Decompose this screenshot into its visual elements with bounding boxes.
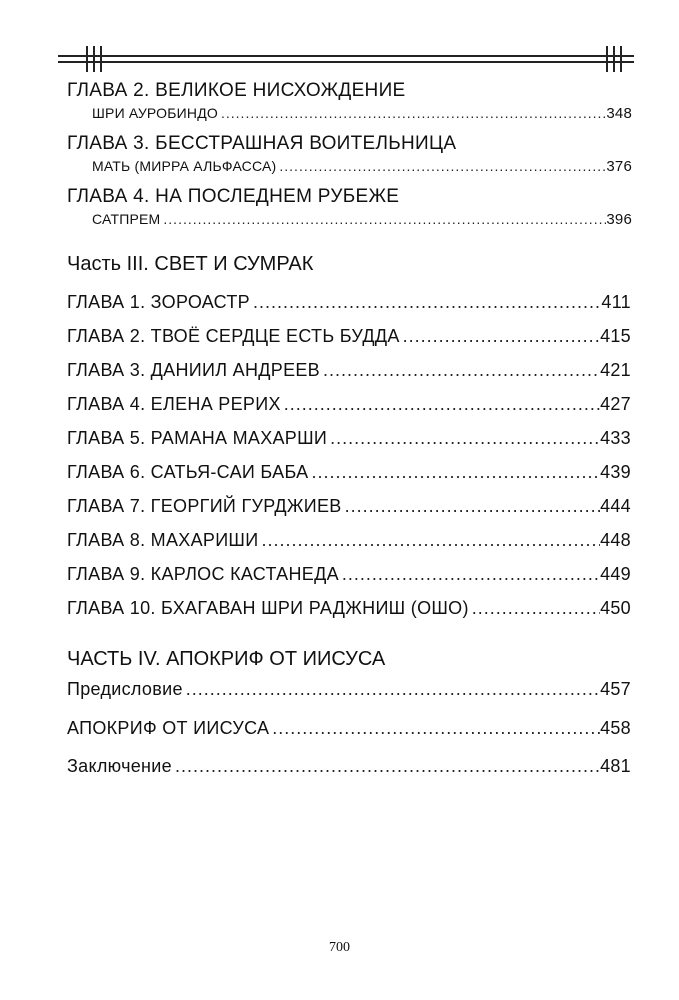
entry-author: МАТЬ (МИРРА АЛЬФАССА) xyxy=(92,158,277,174)
dot-leader xyxy=(160,211,606,227)
entry-label: ГЛАВА 9. КАРЛОС КАСТАНЕДА xyxy=(67,564,339,584)
dot-leader xyxy=(218,105,606,121)
header-rule-bottom xyxy=(58,61,634,63)
entry-label: ГЛАВА 3. ДАНИИЛ АНДРЕЕВ xyxy=(67,360,320,380)
entry-label: ГЛАВА 8. МАХАРИШИ xyxy=(67,530,259,550)
toc-entry[interactable] xyxy=(67,530,631,551)
dot-leader xyxy=(339,564,600,585)
toc-entry[interactable] xyxy=(67,718,631,739)
header-tick xyxy=(93,46,95,72)
entry-page: 348 xyxy=(606,105,632,122)
page-number: 700 xyxy=(329,940,350,955)
header-tick xyxy=(620,46,622,72)
toc-entry[interactable] xyxy=(67,679,631,700)
dot-leader xyxy=(281,394,600,415)
entry-page: 439 xyxy=(600,462,631,482)
entry-page: 421 xyxy=(600,360,631,380)
header-rule-top xyxy=(58,55,634,57)
toc-entry[interactable] xyxy=(67,598,631,619)
toc-entry[interactable] xyxy=(67,326,631,347)
dot-leader xyxy=(400,326,600,347)
dot-leader xyxy=(320,360,600,381)
entry-page: 458 xyxy=(600,718,631,738)
chapter-heading: ГЛАВА 3. БЕССТРАШНАЯ ВОИТЕЛЬНИЦА xyxy=(67,133,457,154)
toc-entry[interactable] xyxy=(92,158,632,175)
entry-page: 433 xyxy=(600,428,631,448)
entry-page: 376 xyxy=(606,158,632,175)
entry-author: ШРИ АУРОБИНДО xyxy=(92,105,218,121)
toc-entry[interactable] xyxy=(92,211,632,228)
entry-label: ГЛАВА 1. ЗОРОАСТР xyxy=(67,292,250,312)
entry-page: 415 xyxy=(600,326,631,346)
entry-page: 448 xyxy=(600,530,631,550)
toc-entry[interactable] xyxy=(67,462,631,483)
part-title: Часть III. СВЕТ И СУМРАК xyxy=(67,253,314,275)
entry-page: 444 xyxy=(600,496,631,516)
chapter-heading: ГЛАВА 2. ВЕЛИКОЕ НИСХОЖДЕНИЕ xyxy=(67,80,406,101)
toc-entry[interactable] xyxy=(67,292,631,313)
toc-entry[interactable] xyxy=(67,428,631,449)
dot-leader xyxy=(183,679,600,700)
entry-page: 396 xyxy=(606,211,632,228)
toc-entry[interactable] xyxy=(92,105,632,122)
dot-leader xyxy=(469,598,600,619)
dot-leader xyxy=(308,462,600,483)
entry-label: ГЛАВА 5. РАМАНА МАХАРШИ xyxy=(67,428,328,448)
chapter-heading: ГЛАВА 4. НА ПОСЛЕДНЕМ РУБЕЖЕ xyxy=(67,186,400,207)
dot-leader xyxy=(172,756,600,777)
entry-label: АПОКРИФ ОТ ИИСУСА xyxy=(67,718,270,738)
header-tick xyxy=(606,46,608,72)
dot-leader xyxy=(258,530,600,551)
entry-page: 457 xyxy=(600,679,631,699)
entry-label: ГЛАВА 4. ЕЛЕНА РЕРИХ xyxy=(67,394,281,414)
entry-label: ГЛАВА 2. ТВОЁ СЕРДЦЕ ЕСТЬ БУДДА xyxy=(67,326,400,346)
header-tick xyxy=(86,46,88,72)
dot-leader xyxy=(327,428,600,449)
toc-entry[interactable] xyxy=(67,360,631,381)
toc-entry[interactable] xyxy=(67,756,631,777)
entry-page: 411 xyxy=(601,292,631,312)
entry-label: ГЛАВА 6. САТЬЯ-САИ БАБА xyxy=(67,462,309,482)
dot-leader xyxy=(269,718,600,739)
entry-page: 449 xyxy=(600,564,631,584)
entry-label: Предисловие xyxy=(67,679,183,699)
part-title: ЧАСТЬ IV. АПОКРИФ ОТ ИИСУСА xyxy=(67,648,386,670)
entry-author: САТПРЕМ xyxy=(92,211,161,227)
header-tick xyxy=(613,46,615,72)
entry-label: ГЛАВА 7. ГЕОРГИЙ ГУРДЖИЕВ xyxy=(67,496,342,516)
header-tick xyxy=(100,46,102,72)
dot-leader xyxy=(250,292,601,313)
toc-entry[interactable] xyxy=(67,496,631,517)
toc-entry[interactable] xyxy=(67,564,631,585)
entry-label: Заключение xyxy=(67,756,172,776)
dot-leader xyxy=(276,158,606,174)
toc-entry[interactable] xyxy=(67,394,631,415)
entry-page: 427 xyxy=(600,394,631,414)
dot-leader xyxy=(342,496,600,517)
entry-label: ГЛАВА 10. БХАГАВАН ШРИ РАДЖНИШ (ОШО) xyxy=(67,598,469,618)
entry-page: 450 xyxy=(600,598,631,618)
entry-page: 481 xyxy=(600,756,631,776)
